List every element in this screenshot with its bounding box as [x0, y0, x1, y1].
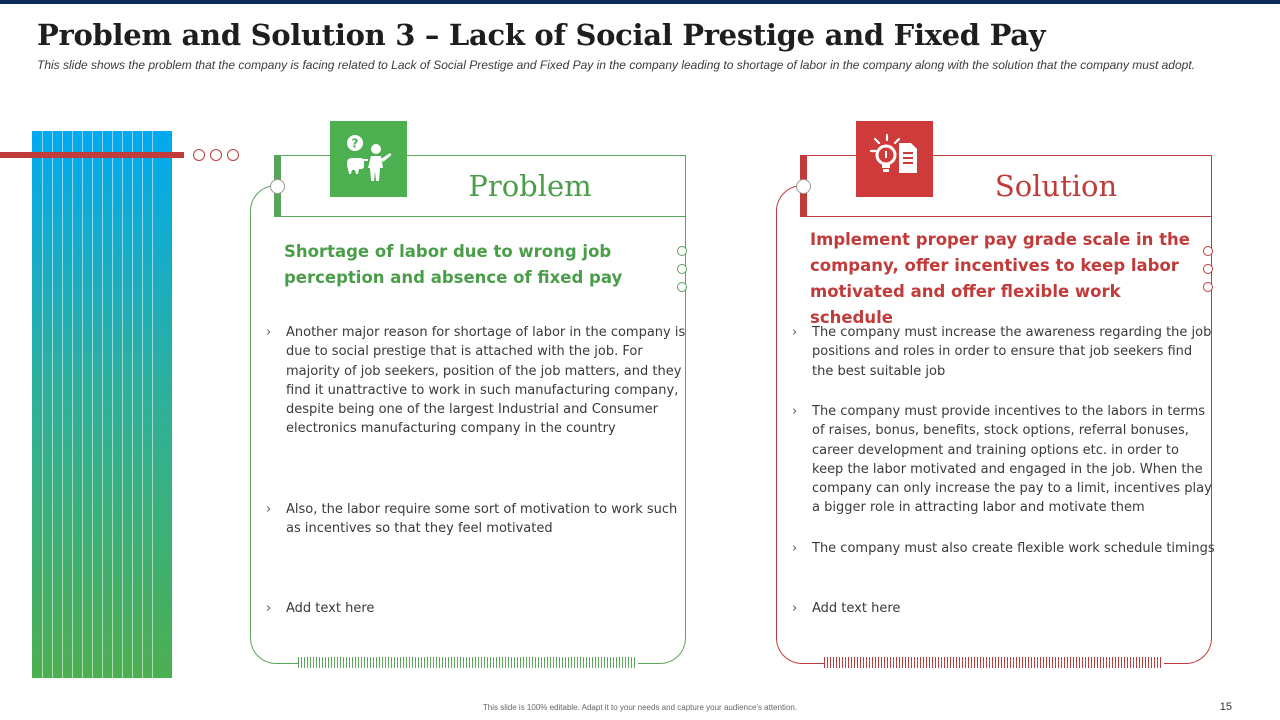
- solution-heading: Implement proper pay grade scale in the company, offer incentives to keep labor motivated and offer flexible work schedule: [810, 230, 1190, 327]
- tick-decoration: [298, 656, 638, 668]
- problem-bullet: › Also, the labor require some sort of motivation to work such as incentives so that they feel motivated: [266, 502, 678, 537]
- decorative-dots: [677, 246, 689, 300]
- decorative-dot: [193, 149, 205, 161]
- problem-title: Problem: [468, 169, 592, 203]
- solution-title: Solution: [994, 169, 1118, 203]
- problem-bullet: › Add text here: [266, 599, 686, 618]
- red-accent-line: [0, 152, 184, 158]
- question-person-icon: [330, 121, 407, 197]
- tick-decoration: [824, 656, 1164, 668]
- connector-node: [796, 179, 811, 194]
- chevron-right-icon: ›: [266, 325, 272, 340]
- decorative-dot: [227, 149, 239, 161]
- solution-card: [776, 155, 1215, 664]
- chevron-right-icon: ›: [792, 404, 798, 419]
- problem-heading: Shortage of labor due to wrong job perception and absence of fixed pay: [284, 242, 623, 287]
- solution-bullet: › The company must also create flexible work schedule timings: [792, 539, 1232, 558]
- solution-bullet: › Add text here: [792, 599, 1212, 618]
- svg-text:?: ?: [351, 136, 358, 151]
- solution-bullet: › The company must provide incentives to the labors in terms of raises, bonus, benefits, stock options, referral bonuses, career development and training options etc. in order to keep the labor motivated and engaged in the job. When the company can only increase the pay to a limit, incentives play a bigger role in attracting labor and motivate them: [792, 404, 1212, 516]
- page-number: 15: [1219, 701, 1232, 713]
- chevron-right-icon: ›: [792, 325, 798, 340]
- gradient-decoration: [32, 131, 172, 678]
- decorative-dot: [210, 149, 222, 161]
- slide-footer: This slide is 100% editable. Adapt it to your needs and capture your audience's attention.: [482, 703, 798, 712]
- top-accent-bar: [0, 0, 1280, 4]
- chevron-right-icon: ›: [266, 502, 272, 517]
- chevron-right-icon: ›: [266, 601, 272, 616]
- chevron-right-icon: ›: [792, 541, 798, 556]
- lightbulb-document-icon: [856, 121, 933, 197]
- problem-card: [250, 136, 686, 664]
- slide-subtitle: This slide shows the problem that the company is facing related to Lack of Social Prestige and Fixed Pay in the company leading to shortage of labor in the company along with the solution that the company must adopt.: [37, 58, 1195, 72]
- problem-bullet: › Another major reason for shortage of labor in the company is due to social prestige that is attached with the job. For majority of job seekers, position of the job matters, and they find it unattractive to work in such manufacturing company, despite being one of the largest Industrial and Consumer electronics manufacturing company in the country: [266, 325, 686, 437]
- connector-node: [270, 179, 285, 194]
- decorative-dots: [1203, 246, 1215, 300]
- solution-bullet: › The company must increase the awareness regarding the job positions and roles in order to ensure that job seekers find the best suitable job: [792, 325, 1212, 379]
- slide-title: Problem and Solution 3 – Lack of Social Prestige and Fixed Pay: [37, 18, 1046, 52]
- chevron-right-icon: ›: [792, 601, 798, 616]
